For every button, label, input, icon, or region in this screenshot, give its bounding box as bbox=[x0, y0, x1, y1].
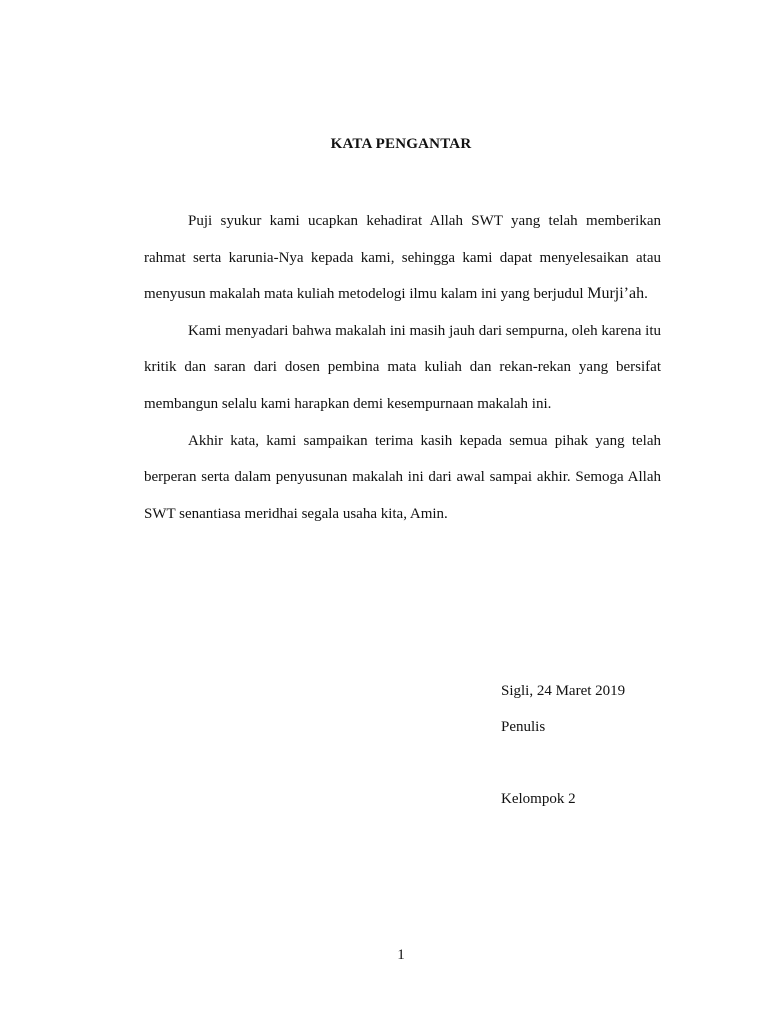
paper-topic: Murji’ah bbox=[587, 285, 645, 303]
paragraph-1 bbox=[144, 203, 661, 313]
paragraph-2: Kami menyadari bahwa makalah ini masih jauh dari sempurna, oleh karena itu kritik dan saran dari dosen pembina mata kuliah dan rekan-rekan yang bersifat membangun selalu kami harapkan demi kesempurnaan makalah ini. bbox=[144, 322, 661, 412]
page-title: KATA PENGANTAR bbox=[330, 136, 472, 152]
place-date: Sigli, 24 Maret 2019 bbox=[501, 683, 626, 699]
author-name: Kelompok 2 bbox=[501, 791, 576, 807]
paragraph-1-end: . bbox=[644, 286, 648, 303]
author-role: Penulis bbox=[501, 719, 546, 735]
paragraph-3: Akhir kata, kami sampaikan terima kasih kepada semua pihak yang telah berperan serta dalam penyusunan makalah ini dari awal sampai akhir. Semoga Allah SWT senantiasa meridhai segala usaha kita, Amin. bbox=[144, 432, 661, 522]
page-number: 1 bbox=[397, 947, 405, 963]
paragraph-1-text: Puji syukur kami ucapkan kehadirat Allah SWT yang telah memberikan rahmat serta karunia-Nya kepada kami, sehingga kami dapat menyelesaikan atau menyusun makalah mata kuliah metodelogi ilmu kalam ini yang berjudul bbox=[144, 213, 661, 303]
body-text bbox=[144, 203, 661, 532]
